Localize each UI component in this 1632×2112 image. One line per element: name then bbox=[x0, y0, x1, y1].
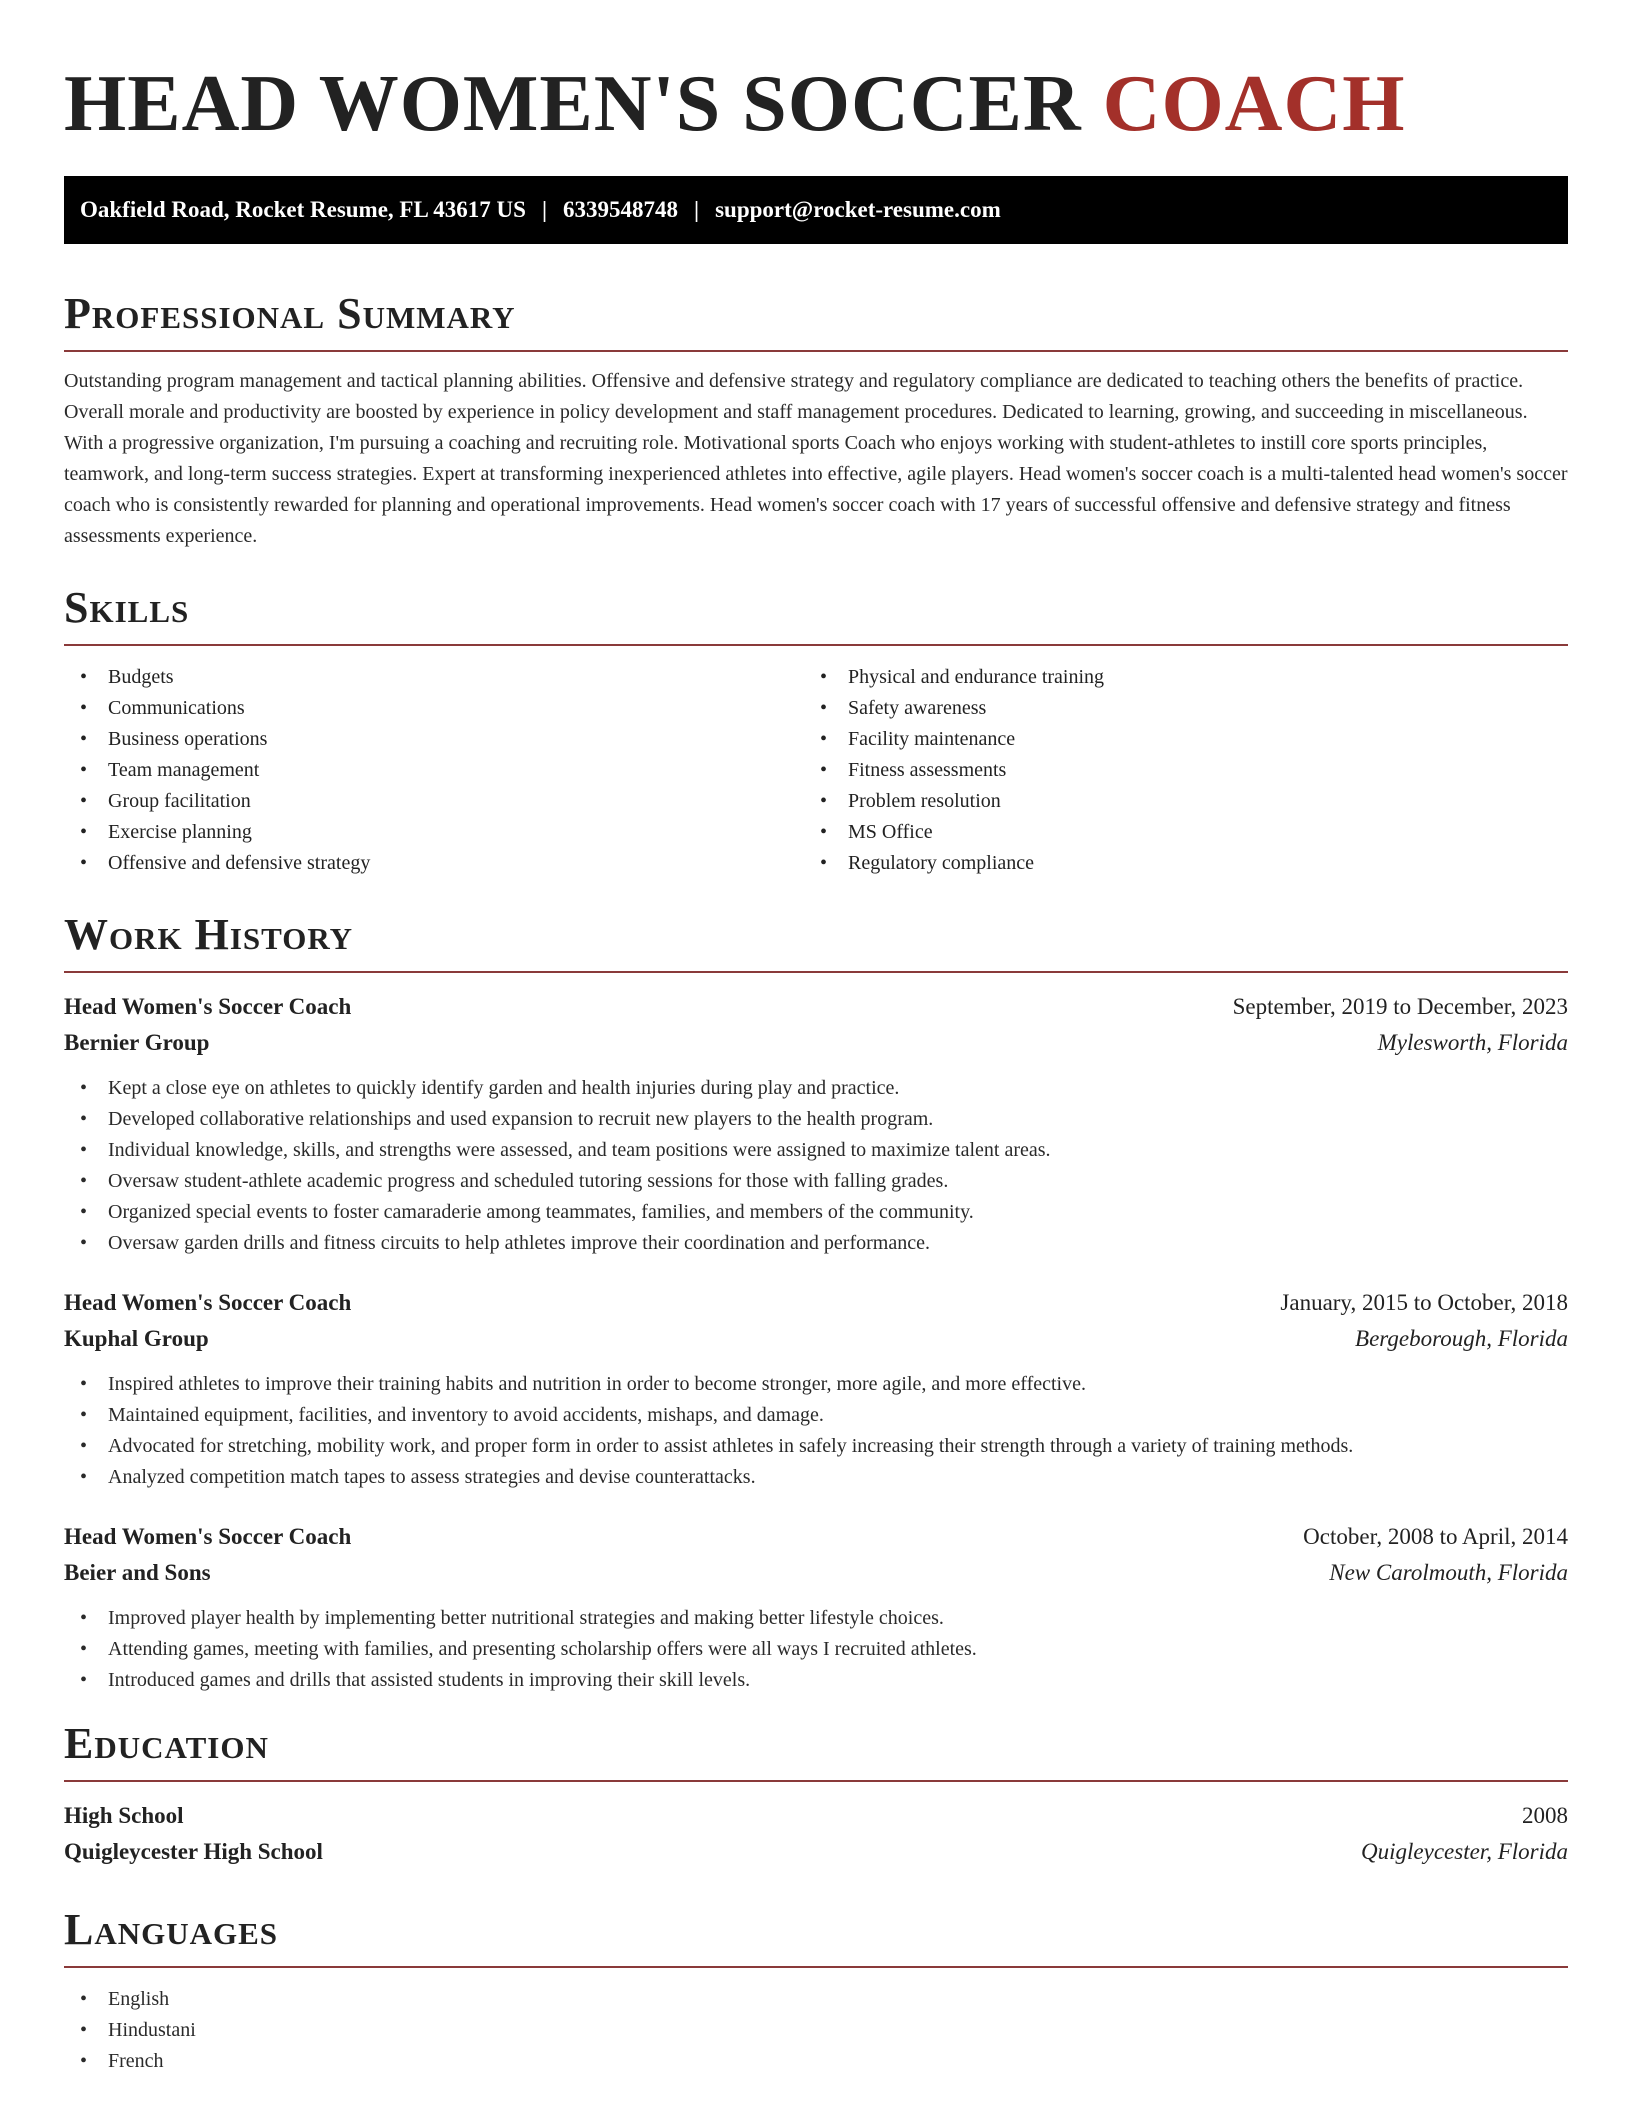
contact-address: Oakfield Road, Rocket Resume, FL 43617 US bbox=[80, 197, 526, 222]
job-company: Beier and Sons bbox=[64, 1560, 211, 1585]
skill-item: • Communications bbox=[64, 693, 804, 724]
education-year: 2008 bbox=[1522, 1803, 1568, 1828]
job-entry bbox=[64, 1519, 1568, 1696]
job-dates: January, 2015 to October, 2018 bbox=[1280, 1290, 1568, 1315]
section-divider bbox=[64, 1780, 1568, 1782]
job-company-row bbox=[64, 1025, 1568, 1061]
skills-title: Skills bbox=[64, 583, 190, 632]
skill-item: • Facility maintenance bbox=[804, 724, 1544, 755]
languages-title: Languages bbox=[64, 1905, 279, 1954]
summary-text: Outstanding program management and tactical planning abilities. Offensive and defensive strategy and regulatory compliance are dedicated to teaching others the benefits of practice. Overall morale and productivity are boosted by experience in policy development and staff management procedures. Dedicated to learning, growing, and succeeding in miscellaneous. With a progressive organization, I'm pursuing a coaching and recruiting role. Motivational sports Coach who enjoys working with student-athletes to instill core sports principles, teamwork, and long-term success strategies. Expert at transforming inexperienced athletes into effective, agile players. Head women's soccer coach is a multi-talented head women's soccer coach who is consistently rewarded for planning and operational improvements. Head women's soccer coach with 17 years of successful offensive and defensive strategy and fitness assessments experience. bbox=[64, 370, 1568, 547]
job-header-row bbox=[64, 1519, 1568, 1555]
skill-item: • Exercise planning bbox=[64, 817, 804, 848]
duty-item: • Oversaw student-athlete academic progress and scheduled tutoring sessions for those with falling grades. bbox=[64, 1166, 1568, 1197]
skill-item: • Team management bbox=[64, 755, 804, 786]
skills-right-column bbox=[804, 662, 1544, 879]
language-item: • Hindustani bbox=[64, 2015, 1568, 2046]
skill-item: • Physical and endurance training bbox=[804, 662, 1544, 693]
job-dates: September, 2019 to December, 2023 bbox=[1232, 994, 1568, 1019]
duty-item: • Attending games, meeting with families, and presenting scholarship offers were all ways I recruited athletes. bbox=[64, 1634, 1568, 1665]
job-duties bbox=[64, 1603, 1568, 1696]
skill-item: • Problem resolution bbox=[804, 786, 1544, 817]
duty-item: • Improved player health by implementing better nutritional strategies and making better lifestyle choices. bbox=[64, 1603, 1568, 1634]
skill-item: • MS Office bbox=[804, 817, 1544, 848]
job-location: Mylesworth, Florida bbox=[1377, 1030, 1568, 1055]
job-company-row bbox=[64, 1321, 1568, 1357]
section-divider bbox=[64, 644, 1568, 646]
contact-separator: | bbox=[694, 197, 700, 222]
job-header-row bbox=[64, 1285, 1568, 1321]
skills-section bbox=[64, 582, 1568, 879]
resume-page bbox=[64, 0, 1568, 2077]
job-duties bbox=[64, 1369, 1568, 1493]
skill-item: • Group facilitation bbox=[64, 786, 804, 817]
duty-item: • Introduced games and drills that assisted students in improving their skill levels. bbox=[64, 1665, 1568, 1696]
job-company: Kuphal Group bbox=[64, 1326, 209, 1351]
duty-item: • Analyzed competition match tapes to assess strategies and devise counterattacks. bbox=[64, 1462, 1568, 1493]
job-role: Head Women's Soccer Coach bbox=[64, 1290, 352, 1315]
education-section bbox=[64, 1718, 1568, 1870]
job-company: Bernier Group bbox=[64, 1030, 210, 1055]
work-title: Work History bbox=[64, 910, 354, 959]
skill-item: • Fitness assessments bbox=[804, 755, 1544, 786]
section-divider bbox=[64, 1966, 1568, 1968]
language-item: • English bbox=[64, 1984, 1568, 2015]
contact-separator: | bbox=[541, 197, 548, 222]
contact-bar bbox=[64, 176, 1568, 244]
job-entry bbox=[64, 1285, 1568, 1493]
education-school: Quigleycester High School bbox=[64, 1839, 323, 1864]
duty-item: • Oversaw garden drills and fitness circuits to help athletes improve their coordination and performance. bbox=[64, 1228, 1568, 1259]
education-school-row bbox=[64, 1834, 1568, 1870]
skill-item: • Regulatory compliance bbox=[804, 848, 1544, 879]
summary-title: Professional Summary bbox=[64, 289, 516, 338]
languages-list bbox=[64, 1984, 1568, 2077]
duty-item: • Maintained equipment, facilities, and inventory to avoid accidents, mishaps, and damage. bbox=[64, 1400, 1568, 1431]
skill-item: • Offensive and defensive strategy bbox=[64, 848, 804, 879]
job-entry bbox=[64, 989, 1568, 1259]
language-item: • French bbox=[64, 2046, 1568, 2077]
job-dates: October, 2008 to April, 2014 bbox=[1303, 1524, 1568, 1549]
job-role: Head Women's Soccer Coach bbox=[64, 1524, 352, 1549]
duty-item: • Kept a close eye on athletes to quickly identify garden and health injuries during play and practice. bbox=[64, 1073, 1568, 1104]
job-company-row bbox=[64, 1555, 1568, 1591]
duty-item: • Organized special events to foster camaraderie among teammates, families, and members of the community. bbox=[64, 1197, 1568, 1228]
job-duties bbox=[64, 1073, 1568, 1259]
section-divider bbox=[64, 350, 1568, 352]
education-entry bbox=[64, 1798, 1568, 1870]
education-title: Education bbox=[64, 1719, 269, 1768]
skill-item: • Budgets bbox=[64, 662, 804, 693]
resume-name bbox=[64, 56, 1568, 152]
job-role: Head Women's Soccer Coach bbox=[64, 994, 352, 1019]
name-first: HEAD WOMEN'S SOCCER bbox=[64, 60, 1082, 148]
contact-email: support@rocket-resume.com bbox=[715, 197, 1001, 222]
job-header-row bbox=[64, 989, 1568, 1025]
duty-item: • Individual knowledge, skills, and strengths were assessed, and team positions were assigned to maximize talent areas. bbox=[64, 1135, 1568, 1166]
job-location: New Carolmouth, Florida bbox=[1329, 1560, 1568, 1585]
duty-item: • Advocated for stretching, mobility work, and proper form in order to assist athletes in safely increasing their strength through a variety of training methods. bbox=[64, 1431, 1568, 1462]
duty-item: • Developed collaborative relationships and used expansion to recruit new players to the health program. bbox=[64, 1104, 1568, 1135]
contact-phone: 6339548748 bbox=[563, 197, 679, 222]
education-degree: High School bbox=[64, 1803, 184, 1828]
skills-columns bbox=[64, 662, 1568, 879]
skill-item: • Business operations bbox=[64, 724, 804, 755]
work-section bbox=[64, 909, 1568, 1696]
skill-item: • Safety awareness bbox=[804, 693, 1544, 724]
languages-section bbox=[64, 1904, 1568, 2077]
name-last: COACH bbox=[1102, 60, 1406, 148]
job-location: Bergeborough, Florida bbox=[1355, 1326, 1568, 1351]
summary-section bbox=[64, 288, 1568, 552]
skills-left-column bbox=[64, 662, 804, 879]
duty-item: • Inspired athletes to improve their training habits and nutrition in order to become stronger, more agile, and more effective. bbox=[64, 1369, 1568, 1400]
education-degree-row bbox=[64, 1798, 1568, 1834]
education-location: Quigleycester, Florida bbox=[1361, 1839, 1568, 1864]
section-divider bbox=[64, 971, 1568, 973]
